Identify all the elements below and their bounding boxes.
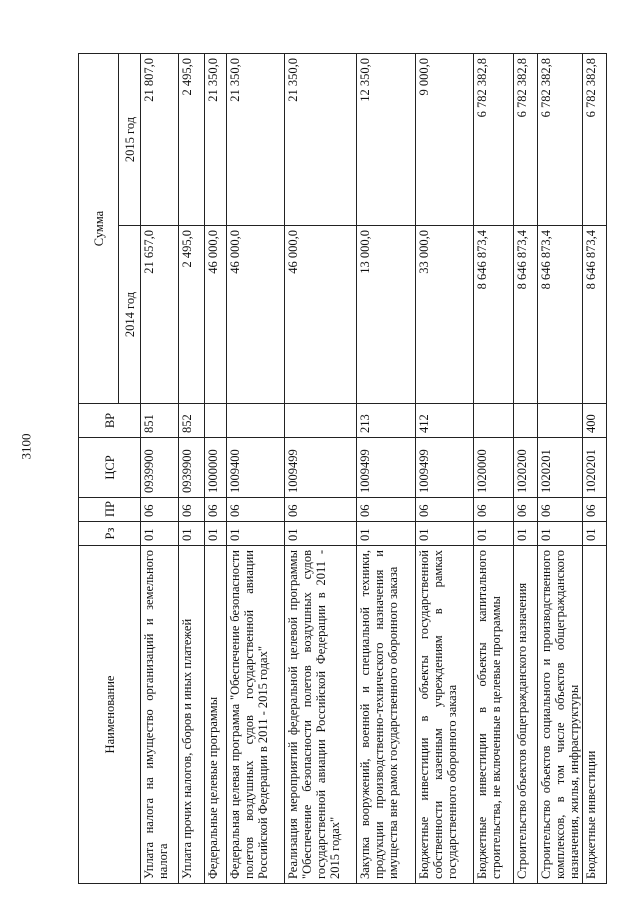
- row-sum-2015: 6 782 382,8: [513, 54, 537, 226]
- row-csr: 1020200: [513, 438, 537, 498]
- row-sum-2014: 13 000,0: [357, 226, 415, 404]
- row-csr: 1020201: [582, 438, 606, 498]
- row-pr: 06: [285, 498, 357, 522]
- row-rz: 01: [285, 522, 357, 546]
- row-sum-2014: 8 646 873,4: [513, 226, 537, 404]
- table-body: [141, 54, 607, 884]
- row-csr: 1000000: [205, 438, 227, 498]
- row-csr: 1009499: [285, 438, 357, 498]
- row-rz: 01: [357, 522, 415, 546]
- row-vr: 400: [582, 404, 606, 438]
- row-sum-2014: 8 646 873,4: [473, 226, 513, 404]
- row-vr: [227, 404, 285, 438]
- row-pr: 06: [227, 498, 285, 522]
- row-csr: 0939900: [141, 438, 179, 498]
- header-pr: ПР: [79, 498, 141, 522]
- row-pr: 06: [582, 498, 606, 522]
- row-pr: 06: [179, 498, 205, 522]
- row-sum-2015: 2 495,0: [179, 54, 205, 226]
- row-vr: 213: [357, 404, 415, 438]
- table-row: [205, 54, 227, 884]
- budget-table: [78, 53, 607, 884]
- table-row: [141, 54, 179, 884]
- row-pr: 06: [415, 498, 473, 522]
- row-name: Бюджетные инвестиции в объекты капитального строительства, не включенные в целевые программы: [473, 546, 513, 884]
- row-name: Уплата налога на имущество организаций и земельного налога: [141, 546, 179, 884]
- row-name: Уплата прочих налогов, сборов и иных платежей: [179, 546, 205, 884]
- row-sum-2015: 6 782 382,8: [582, 54, 606, 226]
- row-sum-2014: 8 646 873,4: [582, 226, 606, 404]
- row-rz: 01: [473, 522, 513, 546]
- row-vr: [537, 404, 582, 438]
- header-rz: Рз: [79, 522, 141, 546]
- row-pr: 06: [473, 498, 513, 522]
- row-vr: 412: [415, 404, 473, 438]
- row-sum-2014: 46 000,0: [285, 226, 357, 404]
- row-rz: 01: [205, 522, 227, 546]
- row-rz: 01: [141, 522, 179, 546]
- row-csr: 1020000: [473, 438, 513, 498]
- row-vr: 852: [179, 404, 205, 438]
- row-sum-2015: 21 350,0: [227, 54, 285, 226]
- table-row: [179, 54, 205, 884]
- row-vr: [473, 404, 513, 438]
- row-sum-2015: 9 000,0: [415, 54, 473, 226]
- row-rz: 01: [415, 522, 473, 546]
- row-sum-2014: 33 000,0: [415, 226, 473, 404]
- table-row: [285, 54, 357, 884]
- row-name: Федеральные целевые программы: [205, 546, 227, 884]
- row-pr: 06: [513, 498, 537, 522]
- row-sum-2015: 12 350,0: [357, 54, 415, 226]
- row-sum-2015: 21 350,0: [285, 54, 357, 226]
- row-csr: 1009400: [227, 438, 285, 498]
- row-sum-2014: 2 495,0: [179, 226, 205, 404]
- row-csr: 0939900: [179, 438, 205, 498]
- page-number: 3100: [18, 433, 34, 460]
- row-csr: 1020201: [537, 438, 582, 498]
- header-year-2015: 2015 год: [119, 54, 141, 226]
- row-vr: [285, 404, 357, 438]
- header-sum: Сумма: [79, 54, 119, 404]
- table-row: [582, 54, 606, 884]
- header-vr: ВР: [79, 404, 141, 438]
- row-sum-2015: 21 807,0: [141, 54, 179, 226]
- table-row: [473, 54, 513, 884]
- row-name: Закупка вооружений, военной и специальной техники, продукции производственно-технического назначения и имущества вне рамок государственного оборонного заказа: [357, 546, 415, 884]
- row-sum-2014: 46 000,0: [205, 226, 227, 404]
- table-row: [415, 54, 473, 884]
- row-sum-2015: 6 782 382,8: [537, 54, 582, 226]
- row-rz: 01: [179, 522, 205, 546]
- row-sum-2015: 6 782 382,8: [473, 54, 513, 226]
- row-vr: 851: [141, 404, 179, 438]
- row-pr: 06: [205, 498, 227, 522]
- row-rz: 01: [227, 522, 285, 546]
- header-csr: ЦСР: [79, 438, 141, 498]
- row-name: Строительство объектов общегражданского назначения: [513, 546, 537, 884]
- row-name: Строительство объектов социального и производственного комплексов, в том числе объектов общегражданского назначения, жилья, инфраструктуры: [537, 546, 582, 884]
- row-name: Реализация мероприятий федеральной целевой программы "Обеспечение безопасности полетов воздушных судов государственной авиации Российской Федерации в 2011 - 2015 годах": [285, 546, 357, 884]
- row-sum-2014: 21 657,0: [141, 226, 179, 404]
- row-rz: 01: [537, 522, 582, 546]
- row-rz: 01: [582, 522, 606, 546]
- table-row: [357, 54, 415, 884]
- header-year-2014: 2014 год: [119, 226, 141, 404]
- row-name: Федеральная целевая программа "Обеспечение безопасности полетов воздушных судов государственной авиации Российской Федерации в 2011 - 2015 годах": [227, 546, 285, 884]
- row-pr: 06: [537, 498, 582, 522]
- row-csr: 1009499: [357, 438, 415, 498]
- row-vr: [513, 404, 537, 438]
- row-sum-2014: 46 000,0: [227, 226, 285, 404]
- row-sum-2014: 8 646 873,4: [537, 226, 582, 404]
- table-row: [513, 54, 537, 884]
- row-vr: [205, 404, 227, 438]
- row-name: Бюджетные инвестиции в объекты государственной собственности казенным учреждениям в рамках государственного оборонного заказа: [415, 546, 473, 884]
- row-name: Бюджетные инвестиции: [582, 546, 606, 884]
- row-sum-2015: 21 350,0: [205, 54, 227, 226]
- header-name: Наименование: [79, 546, 141, 884]
- table-row: [537, 54, 582, 884]
- row-pr: 06: [141, 498, 179, 522]
- table-row: [227, 54, 285, 884]
- row-csr: 1009499: [415, 438, 473, 498]
- row-rz: 01: [513, 522, 537, 546]
- row-pr: 06: [357, 498, 415, 522]
